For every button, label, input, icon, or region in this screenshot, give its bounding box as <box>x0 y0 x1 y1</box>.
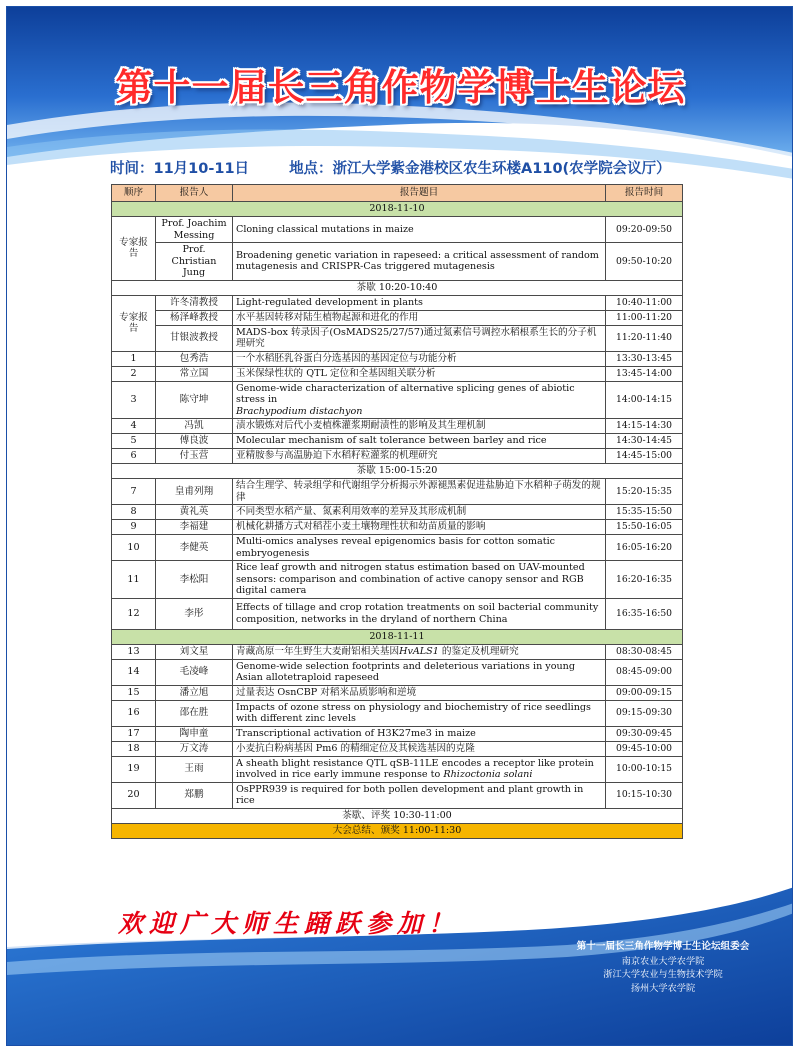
table-row <box>112 598 683 629</box>
topic-text: A sheath blight resistance QTL qSB-11LE encodes a receptor like protein involved in rice early immune response to <box>236 757 594 780</box>
event-location: 地点：浙江大学紫金港校区农生环楼A110(农学院会议厅） <box>289 161 671 177</box>
seq: 2 <box>112 366 156 381</box>
time: 10:15-10:30 <box>606 782 683 808</box>
topic: Cloning classical mutations in maize <box>233 217 606 243</box>
speaker: 甘银波教授 <box>156 325 233 351</box>
table-row <box>112 782 683 808</box>
table-row <box>112 700 683 726</box>
topic <box>233 381 606 419</box>
table-row <box>112 449 683 464</box>
topic: Broadening genetic variation in rapeseed: a critical assessment of random mutagenesis and CRISPR-Cas triggered mutagenesis <box>233 243 606 281</box>
time: 14:00-14:15 <box>606 381 683 419</box>
date-day2: 2018-11-11 <box>112 629 683 644</box>
topic: 不同类型水稻产量、氮素利用效率的差异及其形成机制 <box>233 505 606 520</box>
speaker: 潘立旭 <box>156 685 233 700</box>
time: 14:15-14:30 <box>606 419 683 434</box>
table-row <box>112 419 683 434</box>
table-row <box>112 217 683 243</box>
time: 16:05-16:20 <box>606 535 683 561</box>
topic: 过量表达 OsnCBP 对稻米品质影响和逆境 <box>233 685 606 700</box>
speaker: 毛凌峰 <box>156 659 233 685</box>
seq: 10 <box>112 535 156 561</box>
topic: 机械化耕播方式对稻茬小麦土壤物理性状和幼苗质量的影响 <box>233 520 606 535</box>
seq: 5 <box>112 434 156 449</box>
organizer-block <box>545 940 781 995</box>
speaker: Prof. Joachim Messing <box>156 217 233 243</box>
seq: 15 <box>112 685 156 700</box>
header-speaker: 报告人 <box>156 185 233 202</box>
organizer-line: 南京农业大学农学院 <box>621 955 705 967</box>
seq: 1 <box>112 351 156 366</box>
time: 09:15-09:30 <box>606 700 683 726</box>
poster-title: 第十一届长三角作物学博士生论坛 <box>115 66 686 109</box>
speaker: 皇甫列翔 <box>156 479 233 505</box>
speaker: 傅良波 <box>156 434 233 449</box>
topic: Molecular mechanism of salt tolerance between barley and rice <box>233 434 606 449</box>
topic-species: Rhizoctonia solani <box>443 769 533 780</box>
speaker: 万文涛 <box>156 741 233 756</box>
seq: 14 <box>112 659 156 685</box>
topic: Transcriptional activation of H3K27me3 in maize <box>233 726 606 741</box>
break-2: 茶歇 15:00-15:20 <box>112 464 683 479</box>
date-row <box>112 629 683 644</box>
break-row <box>112 464 683 479</box>
speaker: 李松阳 <box>156 561 233 599</box>
break-3: 茶歇、评奖 10:30-11:00 <box>112 808 683 823</box>
topic: 结合生理学、转录组学和代谢组学分析揭示外源褪黑素促进盐胁迫下水稻种子萌发的规律 <box>233 479 606 505</box>
table-row <box>112 726 683 741</box>
time: 13:30-13:45 <box>606 351 683 366</box>
topic: 玉米保绿性状的 QTL 定位和全基因组关联分析 <box>233 366 606 381</box>
seq: 13 <box>112 644 156 659</box>
table-row <box>112 561 683 599</box>
speaker: 王雨 <box>156 756 233 782</box>
topic: MADS-box 转录因子(OsMADS25/27/57)通过氮素信号调控水稻根系生长的分子机理研究 <box>233 325 606 351</box>
date-row <box>112 202 683 217</box>
speaker: 郑鹏 <box>156 782 233 808</box>
table-row <box>112 479 683 505</box>
seq: 8 <box>112 505 156 520</box>
header-topic: 报告题目 <box>233 185 606 202</box>
table-row <box>112 685 683 700</box>
table-row <box>112 325 683 351</box>
welcome-slogan: 欢迎广大师生踊跃参加！ <box>118 909 460 938</box>
time: 11:20-11:40 <box>606 325 683 351</box>
seq: 20 <box>112 782 156 808</box>
table-row <box>112 644 683 659</box>
seq: 6 <box>112 449 156 464</box>
speaker: 常立国 <box>156 366 233 381</box>
table-row <box>112 434 683 449</box>
topic-text-after: 的鉴定及机理研究 <box>438 645 519 657</box>
table-row <box>112 381 683 419</box>
table-row <box>112 243 683 281</box>
time: 15:20-15:35 <box>606 479 683 505</box>
break-1: 茶歇 10:20-10:40 <box>112 280 683 295</box>
table-row <box>112 505 683 520</box>
speaker: 杨泽峰教授 <box>156 310 233 325</box>
topic-text: Genome-wide characterization of alternative splicing genes of abiotic stress in <box>236 382 575 405</box>
time: 09:30-09:45 <box>606 726 683 741</box>
table-row <box>112 756 683 782</box>
time: 13:45-14:00 <box>606 366 683 381</box>
schedule-table <box>111 184 683 839</box>
seq: 12 <box>112 598 156 629</box>
seq: 19 <box>112 756 156 782</box>
table-row <box>112 741 683 756</box>
speaker: 包秀浩 <box>156 351 233 366</box>
seq: 16 <box>112 700 156 726</box>
table-row <box>112 659 683 685</box>
topic: 亚精胺参与高温胁迫下水稻籽粒灌浆的机理研究 <box>233 449 606 464</box>
topic: OsPPR939 is required for both pollen development and plant growth in rice <box>233 782 606 808</box>
topic: Effects of tillage and crop rotation treatments on soil bacterial community composition, networks in the dryland of northern China <box>233 598 606 629</box>
organizer-line: 扬州大学农学院 <box>630 982 696 994</box>
closing-row <box>112 823 683 838</box>
seq: 11 <box>112 561 156 599</box>
topic: Light-regulated development in plants <box>233 295 606 310</box>
speaker: 陶申童 <box>156 726 233 741</box>
topic-gene: HvALS1 <box>399 645 439 657</box>
topic: Rice leaf growth and nitrogen status estimation based on UAV-mounted sensors: comparison and combination of active canopy sensor and RGB digital camera <box>233 561 606 599</box>
closing: 大会总结、颁奖 11:00-11:30 <box>112 823 683 838</box>
table-row <box>112 351 683 366</box>
break-row <box>112 280 683 295</box>
topic: 渍水锻炼对后代小麦植株灌浆期耐渍性的影响及其生理机制 <box>233 419 606 434</box>
time: 09:00-09:15 <box>606 685 683 700</box>
time: 09:50-10:20 <box>606 243 683 281</box>
speaker: 李健英 <box>156 535 233 561</box>
topic: Impacts of ozone stress on physiology and biochemistry of rice seedlings with different zinc levels <box>233 700 606 726</box>
topic-text: 青藏高原一年生野生大麦耐铝相关基因 <box>236 645 400 657</box>
break-row <box>112 808 683 823</box>
seq: 3 <box>112 381 156 419</box>
speaker: 李福建 <box>156 520 233 535</box>
organizer-head: 第十一届长三角作物学博士生论坛组委会 <box>576 941 750 952</box>
time: 10:40-11:00 <box>606 295 683 310</box>
time: 16:20-16:35 <box>606 561 683 599</box>
topic: Genome-wide selection footprints and deleterious variations in young Asian allotetraploid rapeseed <box>233 659 606 685</box>
speaker: 陈守坤 <box>156 381 233 419</box>
time: 09:45-10:00 <box>606 741 683 756</box>
table-row <box>112 535 683 561</box>
time: 14:30-14:45 <box>606 434 683 449</box>
time: 08:45-09:00 <box>606 659 683 685</box>
date-day1: 2018-11-10 <box>112 202 683 217</box>
speaker: 邵在胜 <box>156 700 233 726</box>
time: 10:00-10:15 <box>606 756 683 782</box>
table-header <box>112 185 683 202</box>
seq: 17 <box>112 726 156 741</box>
event-info <box>110 157 750 178</box>
table-row <box>112 520 683 535</box>
topic: 水平基因转移对陆生植物起源和进化的作用 <box>233 310 606 325</box>
speaker: 刘文星 <box>156 644 233 659</box>
time: 08:30-08:45 <box>606 644 683 659</box>
speaker: 冯凯 <box>156 419 233 434</box>
speaker: 付玉营 <box>156 449 233 464</box>
time: 11:00-11:20 <box>606 310 683 325</box>
topic-species: Brachypodium distachyon <box>236 405 363 417</box>
table-row <box>112 295 683 310</box>
topic: Multi-omics analyses reveal epigenomics basis for cotton somatic embryogenesis <box>233 535 606 561</box>
time: 14:45-15:00 <box>606 449 683 464</box>
time: 15:35-15:50 <box>606 505 683 520</box>
speaker: 李彤 <box>156 598 233 629</box>
speaker: Prof. Christian Jung <box>156 243 233 281</box>
organizer-line: 浙江大学农业与生物技术学院 <box>603 969 723 980</box>
expert-label: 专家报告 <box>112 295 156 351</box>
topic <box>233 756 606 782</box>
seq: 18 <box>112 741 156 756</box>
table-row <box>112 310 683 325</box>
topic: 小麦抗白粉病基因 Pm6 的精细定位及其候选基因的克隆 <box>233 741 606 756</box>
speaker: 黄礼英 <box>156 505 233 520</box>
seq: 9 <box>112 520 156 535</box>
expert-label: 专家报告 <box>112 217 156 281</box>
time: 15:50-16:05 <box>606 520 683 535</box>
event-time: 时间：11月10-11日 <box>110 161 250 177</box>
header-seq: 顺序 <box>112 185 156 202</box>
seq: 4 <box>112 419 156 434</box>
header-time: 报告时间 <box>606 185 683 202</box>
seq: 7 <box>112 479 156 505</box>
time: 16:35-16:50 <box>606 598 683 629</box>
table-row <box>112 366 683 381</box>
topic: 一个水稻胚乳谷蛋白分选基因的基因定位与功能分析 <box>233 351 606 366</box>
time: 09:20-09:50 <box>606 217 683 243</box>
speaker: 许冬清教授 <box>156 295 233 310</box>
topic <box>233 644 606 659</box>
